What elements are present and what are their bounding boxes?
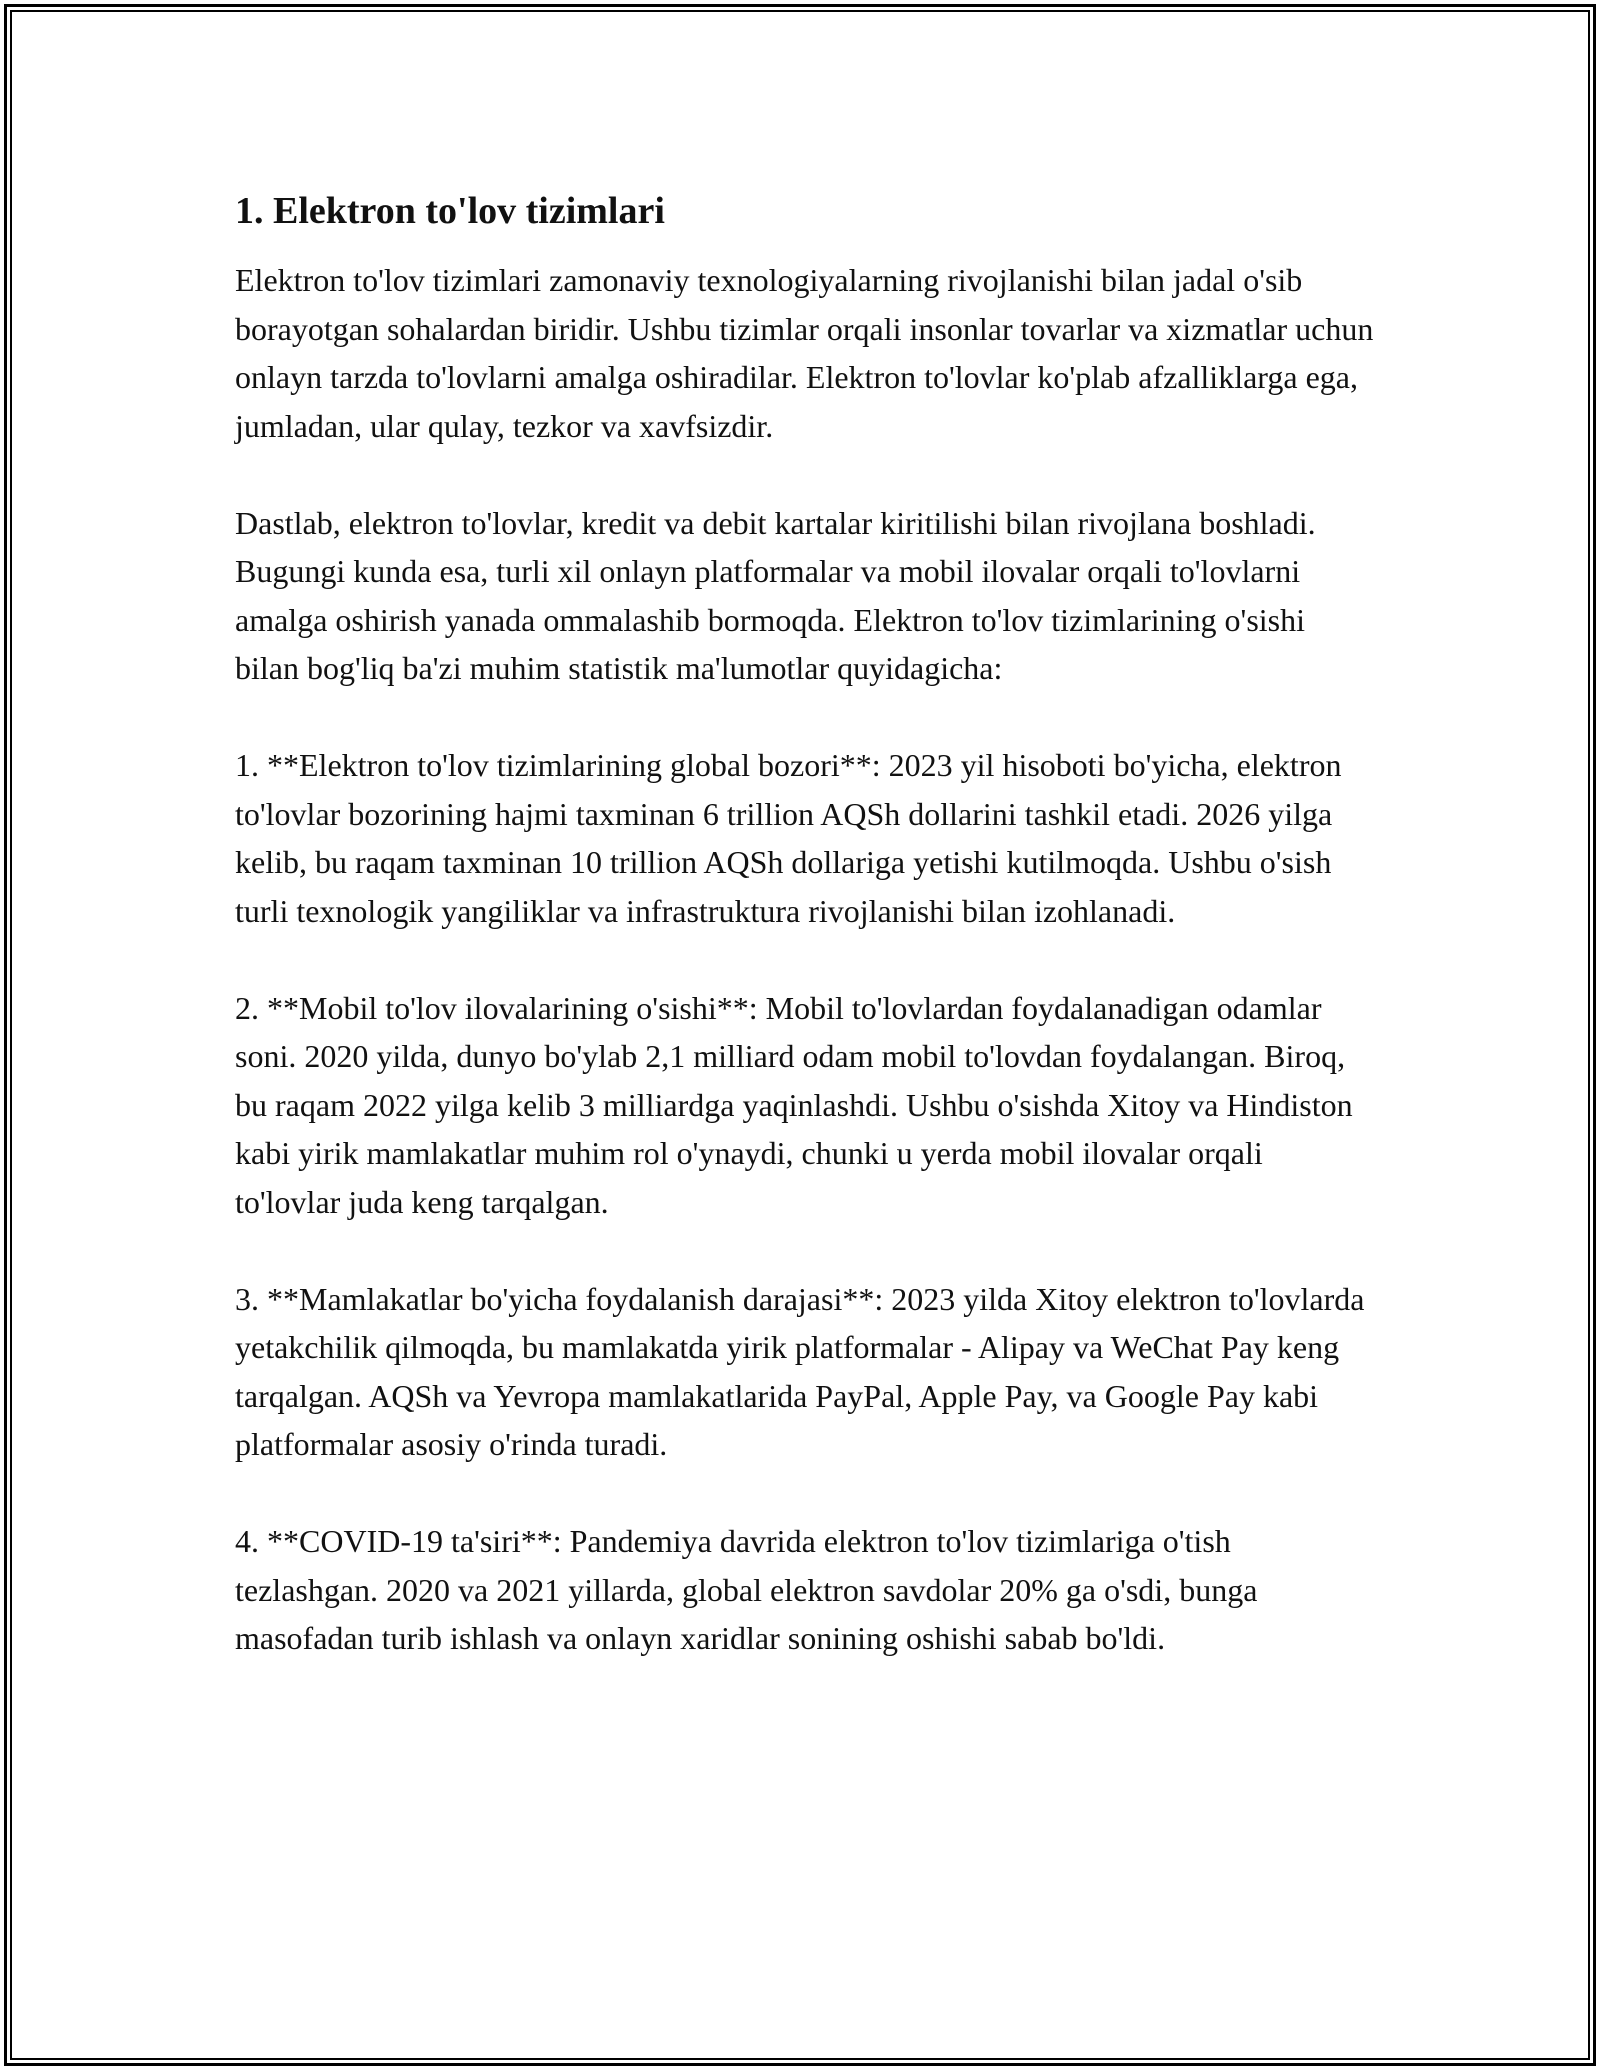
paragraph-intro: Elektron to'lov tizimlari zamonaviy texnologiyalarning rivojlanishi bilan jadal o'sib borayotgan sohalardan biridir. Ushbu tizimlar orqali insonlar tovarlar va xizmatlar uchun onlayn tarzda to'lovlarni amalga oshiradilar. Elektron to'lovlar ko'plab afzalliklarga ega, jumladan, ular qulay, tezkor va xavfsizdir.: [235, 262, 1374, 444]
list-item-mobile-payments: 2. **Mobil to'lov ilovalarining o'sishi**: Mobil to'lovlardan foydalanadigan odamlar soni. 2020 yilda, dunyo bo'ylab 2,1 milliard odam mobil to'lovdan foydalangan. Biroq, bu raqam 2022 yilga kelib 3 milliardga yaqinlashdi. Ushbu o'sishda Xitoy va Hindiston kabi yirik mamlakatlar muhim rol o'ynaydi, chunki u yerda mobil ilovalar orqali to'lovlar juda keng tarqalgan.: [235, 989, 1353, 1220]
list-item-country-usage: 3. **Mamlakatlar bo'yicha foydalanish darajasi**: 2023 yilda Xitoy elektron to'lovlarda yetakchilik qilmoqda, bu mamlakatda yirik platformalar - Alipay va WeChat Pay keng tarqalgan. AQSh va Yevropa mamlakatlarida PayPal, Apple Pay, va Google Pay kabi platformalar asosiy o'rinda turadi.: [235, 1280, 1365, 1462]
list-item-covid-impact: 4. **COVID-19 ta'siri**: Pandemiya davrida elektron to'lov tizimlariga o'tish tezlashgan. 2020 va 2021 yillarda, global elektron savdolar 20% ga o'sdi, bunga masofadan turib ishlash va onlayn xaridlar sonining oshishi sabab bo'ldi.: [235, 1523, 1258, 1656]
list-item-global-market: 1. **Elektron to'lov tizimlarining global bozori**: 2023 yil hisoboti bo'yicha, elektron to'lovlar bozorining hajmi taxminan 6 trillion AQSh dollarini tashkil etadi. 2026 yilga kelib, bu raqam taxminan 10 trillion AQSh dollariga yetishi kutilmoqda. Ushbu o'sish turli texnologik yangiliklar va infrastruktura rivojlanishi bilan izohlanadi.: [235, 747, 1342, 929]
document-body: [235, 186, 1375, 1711]
section-heading: 1. Elektron to'lov tizimlari: [235, 190, 665, 232]
paragraph-history: Dastlab, elektron to'lovlar, kredit va debit kartalar kiritilishi bilan rivojlana boshladi. Bugungi kunda esa, turli xil onlayn platformalar va mobil ilovalar orqali to'lovlarni amalga oshirish yanada ommalashib bormoqda. Elektron to'lov tizimlarining o'sishi bilan bog'liq ba'zi muhim statistik ma'lumotlar quyidagicha:: [235, 504, 1316, 686]
